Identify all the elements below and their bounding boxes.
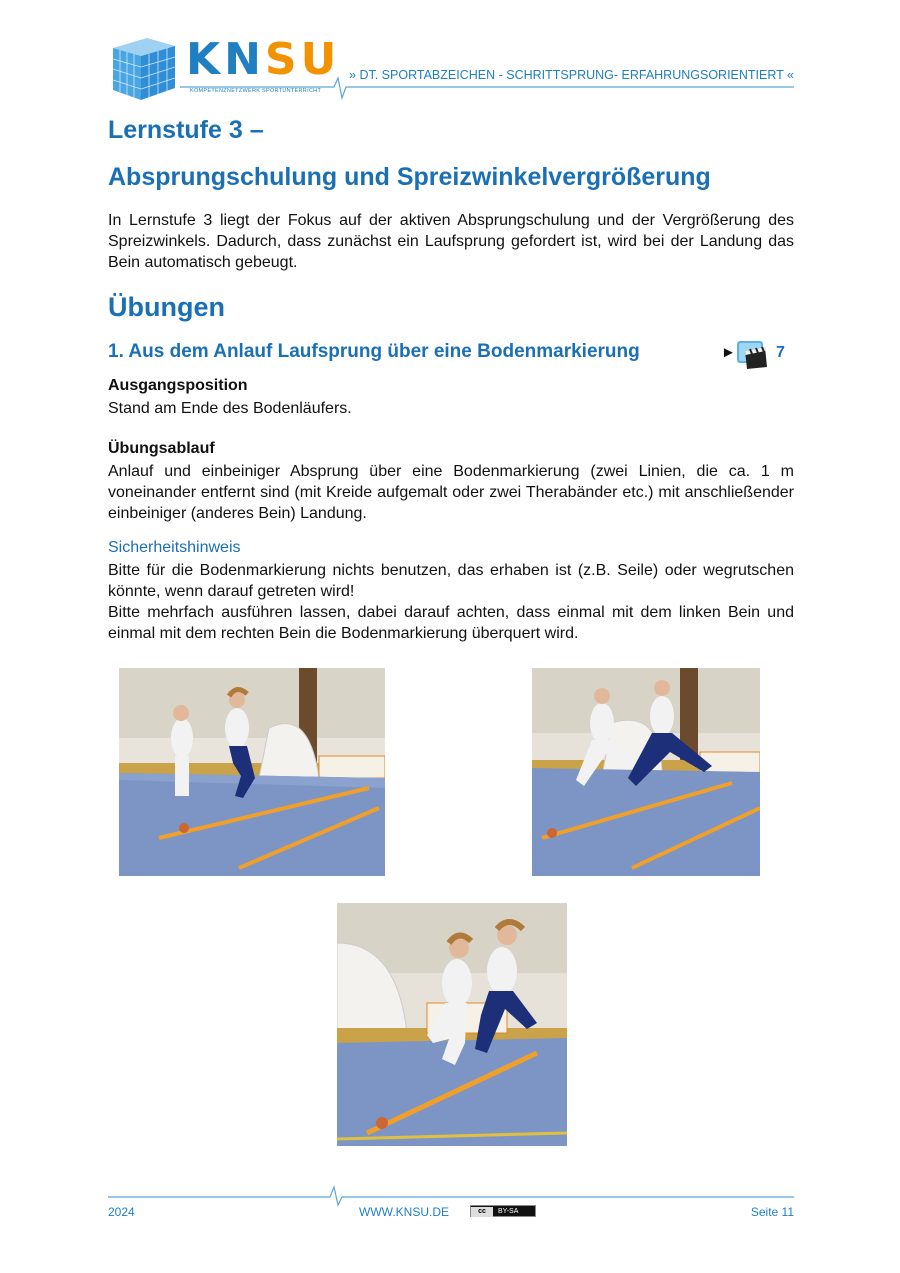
- exercise-photo-2: [532, 668, 760, 876]
- start-position-text: Stand am Ende des Bodenläufers.: [108, 400, 352, 417]
- safety-label: Sicherheitshinweis: [108, 539, 241, 556]
- start-position-label: Ausgangsposition: [108, 377, 248, 394]
- safety-text: [108, 560, 794, 644]
- section-heading-exercises: Übungen: [108, 292, 225, 322]
- video-number[interactable]: 7: [776, 344, 785, 361]
- knsu-logo-text: KNSU: [186, 34, 341, 85]
- footer-year: 2024: [108, 1205, 135, 1219]
- intro-paragraph: In Lernstufe 3 liegt der Fokus auf der aktiven Absprungschulung und der Vergrößerung des Spreizwinkels. Dadurch, dass zunächst ein Laufsprung gefordert ist, wird bei der Landung das Bein automatisch gebeugt.: [108, 212, 794, 271]
- document-header-title: » DT. SPORTABZEICHEN - SCHRITTSPRUNG- ERFAHRUNGSORIENTIERT «: [349, 68, 794, 82]
- safety-text-2: Bitte mehrfach ausführen lassen, dabei darauf achten, dass einmal mit dem linken Bein und einmal mit dem rechten Bein die Bodenmarkierung überquert wird.: [108, 604, 794, 642]
- cc-icon: cc: [471, 1207, 493, 1217]
- play-arrow-icon[interactable]: ►: [721, 344, 736, 361]
- page-title: Lernstufe 3 –: [108, 116, 264, 144]
- logo-subtitle: KOMPETENZNETZWERK SPORTUNTERRICHT: [190, 88, 322, 94]
- safety-text-1: Bitte für die Bodenmarkierung nichts benutzen, das erhaben ist (z.B. Seile) oder wegrutschen könnte, wenn darauf getreten wird!: [108, 562, 794, 600]
- footer-website-link[interactable]: WWW.KNSU.DE: [359, 1205, 449, 1219]
- exercise-title: 1. Aus dem Anlauf Laufsprung über eine Bodenmarkierung: [108, 341, 640, 362]
- footer-divider: [108, 1183, 794, 1207]
- exercise-photo-3: [337, 903, 567, 1146]
- page-number: Seite 11: [750, 1205, 794, 1219]
- video-clapper-icon[interactable]: [735, 337, 769, 369]
- cc-license-badge[interactable]: [470, 1205, 536, 1217]
- procedure-text: Anlauf und einbeiniger Absprung über eine Bodenmarkierung (zwei Linien, die ca. 1 m voneinander entfernt sind (mit Kreide aufgemalt oder zwei Therabänder etc.) mit anschließender einbeiniger (anderes Bein) Landung.: [108, 463, 794, 522]
- exercise-photo-1: [119, 668, 385, 876]
- page-subtitle: Absprungschulung und Spreizwinkelvergrößerung: [108, 163, 711, 191]
- license-label: BY-SA: [498, 1208, 519, 1215]
- procedure-label: Übungsablauf: [108, 440, 215, 457]
- knsu-logo-cube: [107, 30, 179, 102]
